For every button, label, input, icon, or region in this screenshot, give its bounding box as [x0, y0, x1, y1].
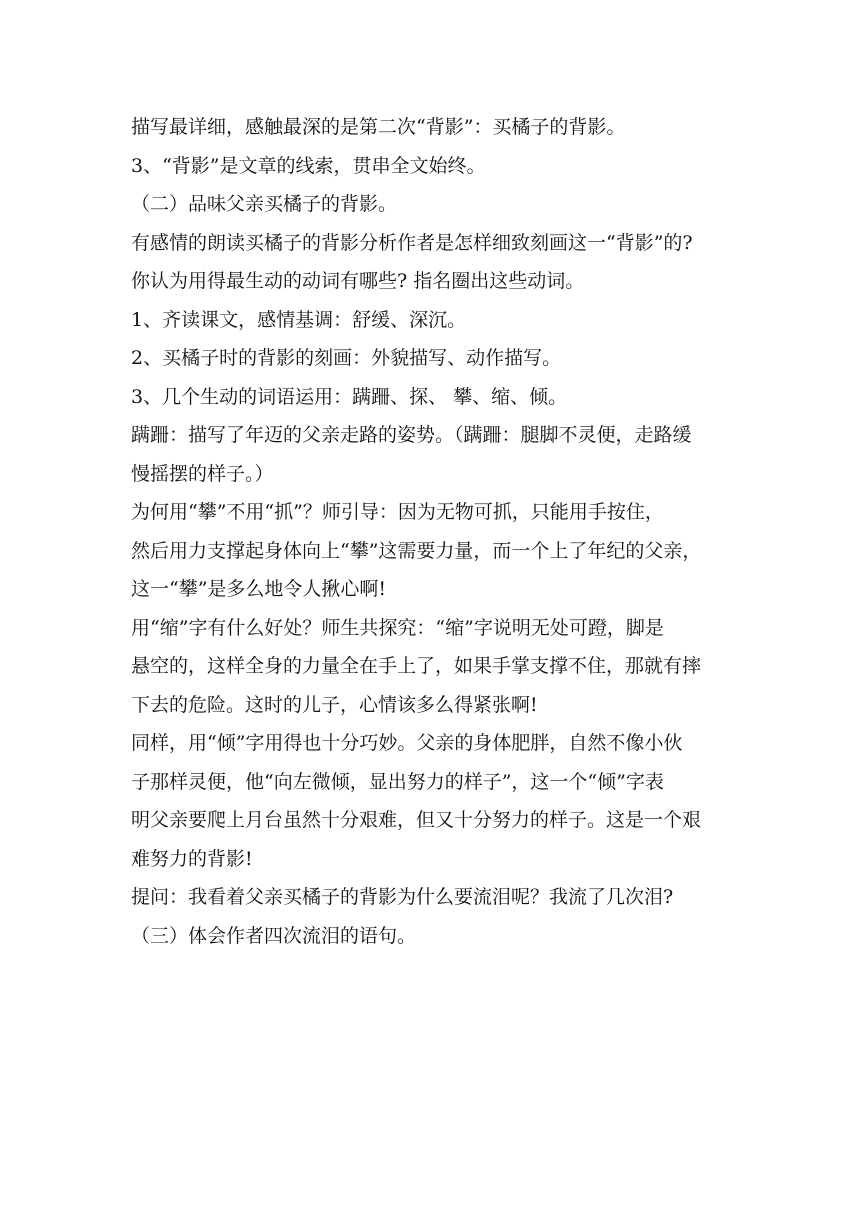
text-line: 下去的危险。这时的儿子，心情该多么得紧张啊!	[131, 693, 538, 716]
document-body	[131, 108, 731, 955]
text-line: 为何用“攀”不用“抓”？师引导：因为无物可抓，只能用手按住，	[131, 501, 664, 523]
list-item: 2、买橘子时的背影的刻画：外貌描写、动作描写。	[131, 347, 562, 369]
text-line: 你认为用得最生动的动词有哪些? 指名圈出这些动词。	[131, 270, 585, 292]
text-line: 3、“背影”是文章的线索，贯串全文始终。	[131, 154, 486, 177]
text-line: 这一“攀”是多么地令人揪心啊!	[131, 578, 387, 600]
text-line: 描写最详细，感触最深的是第二次“背影”：买橘子的背影。	[131, 116, 626, 138]
text-line: 子那样灵便，他“向左微倾，显出努力的样子”，这一个“倾”字表	[131, 770, 664, 793]
section-heading: （二）品味父亲买橘子的背影。	[131, 193, 398, 215]
text-line: 难努力的背影!	[131, 847, 253, 870]
text-line: 明父亲要爬上月台虽然十分艰难，但又十分努力的样子。这是一个艰	[131, 809, 702, 831]
text-line: 然后用力支撑起身体向上“攀”这需要力量，而一个上了年纪的父亲，	[131, 539, 702, 562]
list-item: 1、齐读课文，感情基调：舒缓、深沉。	[131, 308, 467, 331]
section-heading: （三）体会作者四次流泪的语句。	[131, 924, 417, 947]
text-line: 蹒跚：描写了年迈的父亲走路的姿势。（蹒跚：腿脚不灵便，走路缓	[131, 424, 692, 446]
text-line: 有感情的朗读买橘子的背影分析作者是怎样细致刻画这一“背影”的?	[131, 231, 693, 254]
list-item: 3、几个生动的词语运用：蹒跚、探、 攀、缩、倾。	[131, 385, 568, 408]
text-line: 慢摇摆的样子。）	[131, 462, 274, 485]
text-line: 同样，用“倾”字用得也十分巧妙。父亲的身体肥胖，自然不像小伙	[131, 732, 683, 754]
text-line: 用“缩”字有什么好处？师生共探究：“缩”字说明无处可蹬，脚是	[131, 616, 664, 639]
text-line: 悬空的，这样全身的力量全在手上了，如果手掌支撑不住，那就有摔	[131, 655, 702, 677]
text-line: 提问：我看着父亲买橘子的背影为什么要流泪呢？我流了几次泪?	[131, 886, 674, 908]
